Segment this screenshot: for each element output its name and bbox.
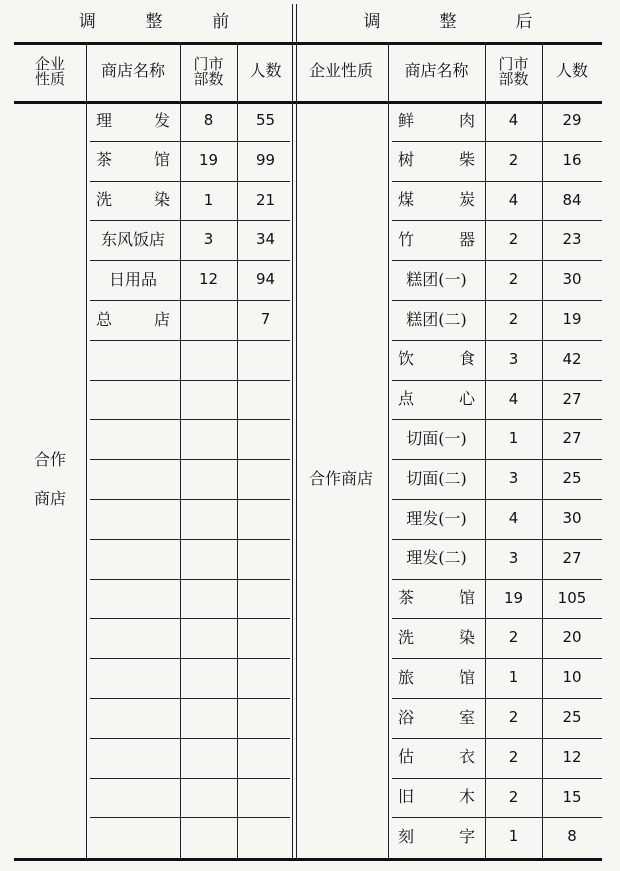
row-rule-before (90, 817, 290, 818)
store-name-after (388, 698, 485, 738)
people-before: 34 (255, 230, 276, 249)
store-name-after (388, 778, 485, 818)
people-after: 27 (562, 429, 582, 448)
row-rule-before (90, 738, 290, 739)
row-rule-before (90, 340, 290, 341)
store-name-before (86, 181, 180, 221)
nature-after: 合作商店 (308, 469, 373, 489)
row-rule-before (90, 539, 290, 540)
header-people-after: 人数 (555, 61, 588, 81)
header-name-before: 商店名称 (100, 61, 165, 81)
depts-after: 1 (508, 827, 519, 846)
header-line: 企业 (34, 54, 65, 73)
people-after: 10 (562, 668, 582, 687)
name-char: 茶 (96, 150, 113, 170)
people-before: 21 (255, 190, 276, 209)
store-name-after (388, 579, 485, 619)
header-line: 门市 (498, 54, 529, 73)
name-char: 刻 (398, 826, 415, 846)
name-char: 浴 (398, 707, 415, 727)
people-after: 25 (562, 469, 582, 488)
store-name-after (388, 618, 485, 658)
name-char: 竹 (398, 229, 415, 249)
row-rule-before (90, 778, 290, 779)
people-after: 30 (562, 509, 582, 528)
depts-after: 2 (508, 787, 519, 806)
people-after: 27 (562, 389, 582, 408)
nature-before (14, 101, 86, 858)
header-nature-after: 企业性质 (308, 61, 373, 81)
people-after: 23 (562, 230, 582, 249)
row-rule-before (90, 459, 290, 460)
name-char: 馆 (458, 588, 475, 608)
nature-line: 合作 (33, 450, 66, 470)
name-char: 洗 (398, 627, 415, 647)
depts-after: 1 (508, 668, 519, 687)
header-line: 部数 (498, 69, 529, 88)
depts-after: 4 (508, 509, 519, 528)
nature-line: 商店 (33, 488, 66, 508)
people-after: 15 (562, 787, 582, 806)
store-name-before (86, 141, 180, 181)
depts-after: 2 (508, 628, 519, 647)
store-name-before: 东风饭店 (100, 229, 165, 249)
store-name-after: 糕团(二) (406, 309, 467, 329)
header-depts-after (485, 42, 542, 101)
name-char: 旧 (398, 787, 415, 807)
depts-after: 2 (508, 150, 519, 169)
store-name-after (388, 340, 485, 380)
group-header-char: 调 (363, 12, 381, 33)
people-after: 25 (562, 708, 582, 727)
name-char: 染 (153, 190, 170, 210)
store-name-after: 切面(一) (406, 428, 467, 448)
header-line: 部数 (193, 69, 224, 88)
depts-before: 3 (203, 230, 214, 249)
row-rule-before (90, 579, 290, 580)
people-after: 42 (562, 349, 582, 368)
name-char: 馆 (153, 150, 170, 170)
name-char: 旅 (398, 667, 415, 687)
row-rule-before (90, 618, 290, 619)
depts-after: 4 (508, 389, 519, 408)
depts-after: 4 (508, 111, 519, 130)
header-nature-before (14, 42, 86, 101)
header-line: 门市 (193, 54, 224, 73)
store-name-after (388, 817, 485, 857)
group-header-char: 调 (78, 12, 96, 33)
store-name-after (388, 658, 485, 698)
people-before: 94 (255, 270, 276, 289)
people-after: 30 (562, 270, 582, 289)
store-name-after: 理发(二) (406, 548, 467, 568)
store-name-before (86, 300, 180, 340)
depts-after: 4 (508, 190, 519, 209)
name-char: 柴 (458, 150, 475, 170)
people-after: 29 (562, 111, 582, 130)
name-char: 馆 (458, 667, 475, 687)
name-char: 染 (458, 627, 475, 647)
people-after: 20 (562, 628, 582, 647)
depts-before: 19 (198, 150, 219, 169)
depts-after: 19 (503, 588, 524, 607)
group-header-char: 前 (212, 12, 230, 33)
people-after: 12 (562, 747, 582, 766)
group-header-char: 整 (145, 12, 163, 33)
name-char: 室 (458, 707, 475, 727)
store-name-after (388, 141, 485, 181)
store-name-after (388, 380, 485, 420)
header-rule (14, 42, 602, 45)
header-people-before: 人数 (249, 61, 282, 81)
group-header-char: 整 (439, 12, 457, 33)
name-char: 木 (458, 787, 475, 807)
depts-after: 2 (508, 270, 519, 289)
depts-after: 3 (508, 349, 519, 368)
store-name-after: 切面(二) (406, 468, 467, 488)
store-name-after (388, 101, 485, 141)
depts-after: 3 (508, 548, 519, 567)
name-char: 衣 (458, 747, 475, 767)
name-char: 饮 (398, 349, 415, 369)
depts-after: 3 (508, 469, 519, 488)
store-name-before: 日用品 (108, 269, 157, 289)
store-name-before (86, 101, 180, 141)
group-header-char: 后 (515, 12, 533, 33)
name-char: 树 (398, 150, 415, 170)
store-name-after: 糕团(一) (406, 269, 467, 289)
depts-after: 2 (508, 708, 519, 727)
header-line: 性质 (34, 69, 65, 88)
name-char: 洗 (96, 190, 113, 210)
name-char: 总 (96, 309, 113, 329)
header-name-after: 商店名称 (404, 61, 469, 81)
people-after: 105 (557, 588, 587, 607)
name-char: 点 (398, 389, 415, 409)
depts-after: 2 (508, 310, 519, 329)
depts-after: 2 (508, 747, 519, 766)
people-before: 7 (260, 310, 271, 329)
bottom-rule (14, 858, 602, 861)
people-before: 99 (255, 150, 276, 169)
people-after: 8 (567, 827, 577, 846)
name-char: 煤 (398, 190, 415, 210)
row-rule-before (90, 419, 290, 420)
store-name-after (388, 738, 485, 778)
name-char: 茶 (398, 588, 415, 608)
store-name-after (388, 220, 485, 260)
people-after: 16 (562, 150, 582, 169)
name-char: 店 (153, 309, 170, 329)
store-name-after: 理发(一) (406, 508, 467, 528)
people-after: 27 (562, 548, 582, 567)
depts-before (180, 300, 237, 340)
name-char: 鲜 (398, 110, 415, 130)
name-char: 估 (398, 747, 415, 767)
name-char: 字 (458, 826, 475, 846)
name-char: 理 (96, 110, 113, 130)
name-char: 器 (458, 229, 475, 249)
people-after: 84 (562, 190, 582, 209)
name-char: 发 (153, 110, 170, 130)
row-rule-before (90, 698, 290, 699)
group-header-after (294, 4, 602, 42)
group-header-before (14, 4, 294, 42)
people-before: 55 (255, 111, 276, 130)
header-depts-before (180, 42, 237, 101)
depts-before: 8 (203, 111, 214, 130)
depts-before: 12 (198, 270, 219, 289)
people-after: 19 (562, 310, 582, 329)
name-char: 炭 (458, 190, 475, 210)
name-char: 食 (458, 349, 475, 369)
name-char: 肉 (458, 110, 475, 130)
depts-after: 1 (508, 429, 519, 448)
store-name-after (388, 181, 485, 221)
depts-after: 2 (508, 230, 519, 249)
name-char: 心 (458, 389, 475, 409)
row-rule-before (90, 658, 290, 659)
row-rule-before (90, 499, 290, 500)
depts-before: 1 (203, 190, 214, 209)
row-rule-before (90, 380, 290, 381)
